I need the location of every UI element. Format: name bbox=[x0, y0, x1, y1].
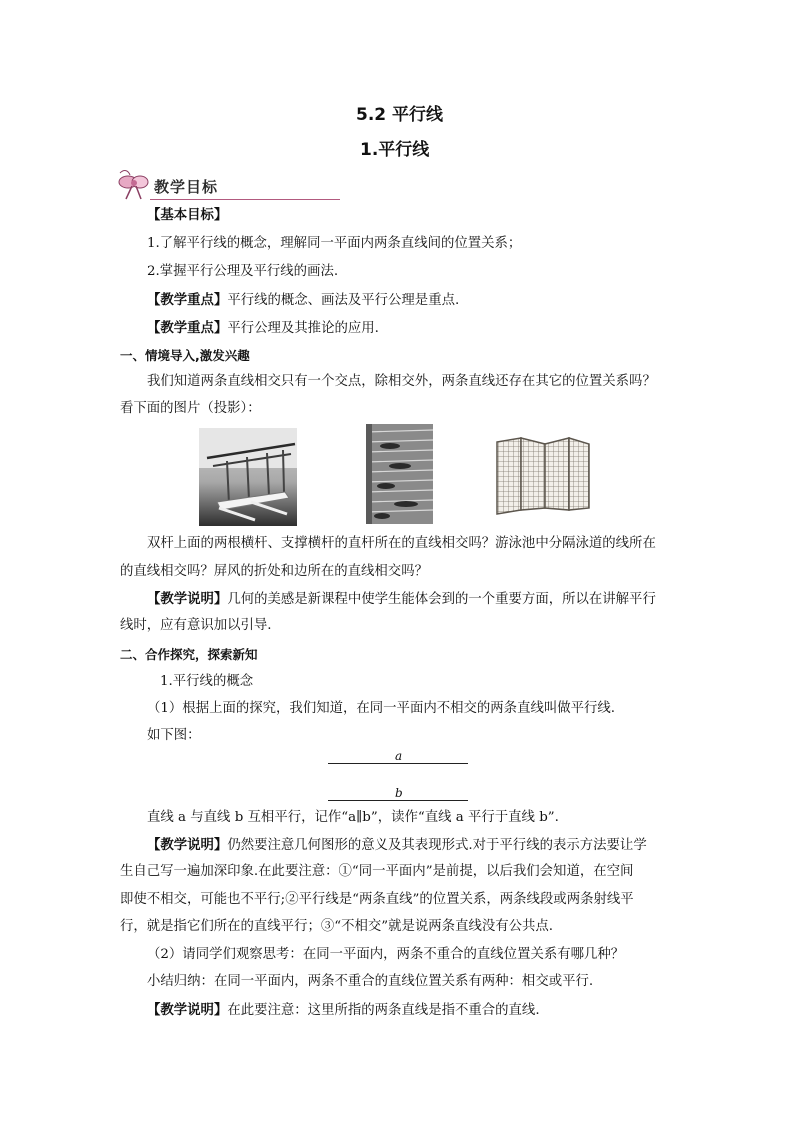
section-1-note-line-2: 线时，应有意识加以引导. bbox=[120, 618, 272, 633]
teaching-note-text-2: 仍然要注意几何图形的意义及其表现形式.对于平行线的表示方法要让学 bbox=[227, 838, 647, 853]
teaching-goal-banner bbox=[114, 166, 264, 206]
banner-underline bbox=[150, 199, 340, 200]
key-point-1 bbox=[147, 291, 459, 310]
section-2-para-3: 直线 a 与直线 b 互相平行，记作“a∥b”，读作“直线 a 平行于直线 b”. bbox=[147, 810, 559, 825]
section-2-subheading: 1.平行线的概念 bbox=[160, 674, 254, 689]
section-1-para-2-line-1: 双杆上面的两根横杆、支撑横杆的直杆所在的直线相交吗？游泳池中分隔泳道的线所在 bbox=[147, 536, 656, 551]
section-1-para-1-line-1: 我们知道两条直线相交只有一个交点，除相交外，两条直线还存在其它的位置关系吗？ bbox=[147, 374, 656, 389]
line-a-label: a bbox=[395, 749, 403, 763]
teaching-note-label: 【教学说明】 bbox=[147, 591, 228, 607]
key-point-2 bbox=[147, 319, 379, 338]
section-1-para-1-line-2: 看下面的图片（投影）： bbox=[120, 401, 261, 416]
key-point-label: 【教学重点】 bbox=[147, 292, 228, 308]
key-point-text-2: 平行公理及其推论的应用. bbox=[227, 321, 379, 336]
section-1-para-2-line-2: 的直线相交吗？屏风的折处和边所在的直线相交吗？ bbox=[120, 564, 428, 579]
teaching-note-label-3: 【教学说明】 bbox=[147, 1002, 228, 1018]
folding-screen-image bbox=[493, 436, 593, 516]
teaching-note-text-3: 在此要注意：这里所指的两条直线是指不重合的直线. bbox=[227, 1003, 540, 1018]
section-1-note-line-1 bbox=[147, 590, 656, 609]
line-b-label: b bbox=[395, 786, 403, 800]
line-b bbox=[328, 800, 468, 801]
basic-goal-label: 【基本目标】 bbox=[147, 207, 228, 223]
teaching-note-text: 几何的美感是新课程中使学生能体会到的一个重要方面，所以在讲解平行 bbox=[227, 592, 656, 607]
section-1-heading: 一、情境导入,激发兴趣 bbox=[120, 348, 250, 363]
section-2-note-line-3: 即使不相交，可能也不平行;②平行线是“两条直线”的位置关系，两条线段或两条射线平 bbox=[120, 892, 634, 907]
section-2-note-line-2: 生自己写一遍加深印象.在此要注意：①“同一平面内”是前提，以后我们会知道，在空间 bbox=[120, 864, 634, 879]
section-2-heading: 二、合作探究，探索新知 bbox=[120, 647, 258, 662]
section-2-para-2: 如下图： bbox=[147, 728, 201, 743]
parallel-bars-image bbox=[199, 428, 297, 526]
banner-label: 教学目标 bbox=[154, 178, 219, 196]
swimming-pool-image bbox=[366, 424, 433, 524]
section-2-note-line-4: 行，就是指它们所在的直线平行；③“不相交”就是说两条直线没有公共点. bbox=[120, 919, 554, 934]
goal-item-2: 2.掌握平行公理及平行线的画法. bbox=[147, 264, 339, 279]
section-2-note-line-1 bbox=[147, 836, 647, 855]
section-2-para-1: （1）根据上面的探究，我们知道，在同一平面内不相交的两条直线叫做平行线. bbox=[147, 701, 616, 716]
section-2-para-4: （2）请同学们观察思考：在同一平面内，两条不重合的直线位置关系有哪几种？ bbox=[147, 947, 625, 962]
page-title: 5.2 平行线 bbox=[356, 105, 444, 125]
key-point-label-2: 【教学重点】 bbox=[147, 320, 228, 336]
goal-item-1: 1.了解平行线的概念，理解同一平面内两条直线间的位置关系； bbox=[147, 236, 522, 251]
section-2-para-5: 小结归纳：在同一平面内，两条不重合的直线位置关系有两种：相交或平行. bbox=[147, 974, 594, 989]
key-point-text: 平行线的概念、画法及平行公理是重点. bbox=[227, 293, 460, 308]
teaching-note-label-2: 【教学说明】 bbox=[147, 837, 228, 853]
bow-flower-icon bbox=[114, 166, 154, 202]
line-a bbox=[328, 763, 468, 764]
section-2-note-2 bbox=[147, 1001, 540, 1020]
page-subtitle: 1.平行线 bbox=[360, 140, 430, 160]
